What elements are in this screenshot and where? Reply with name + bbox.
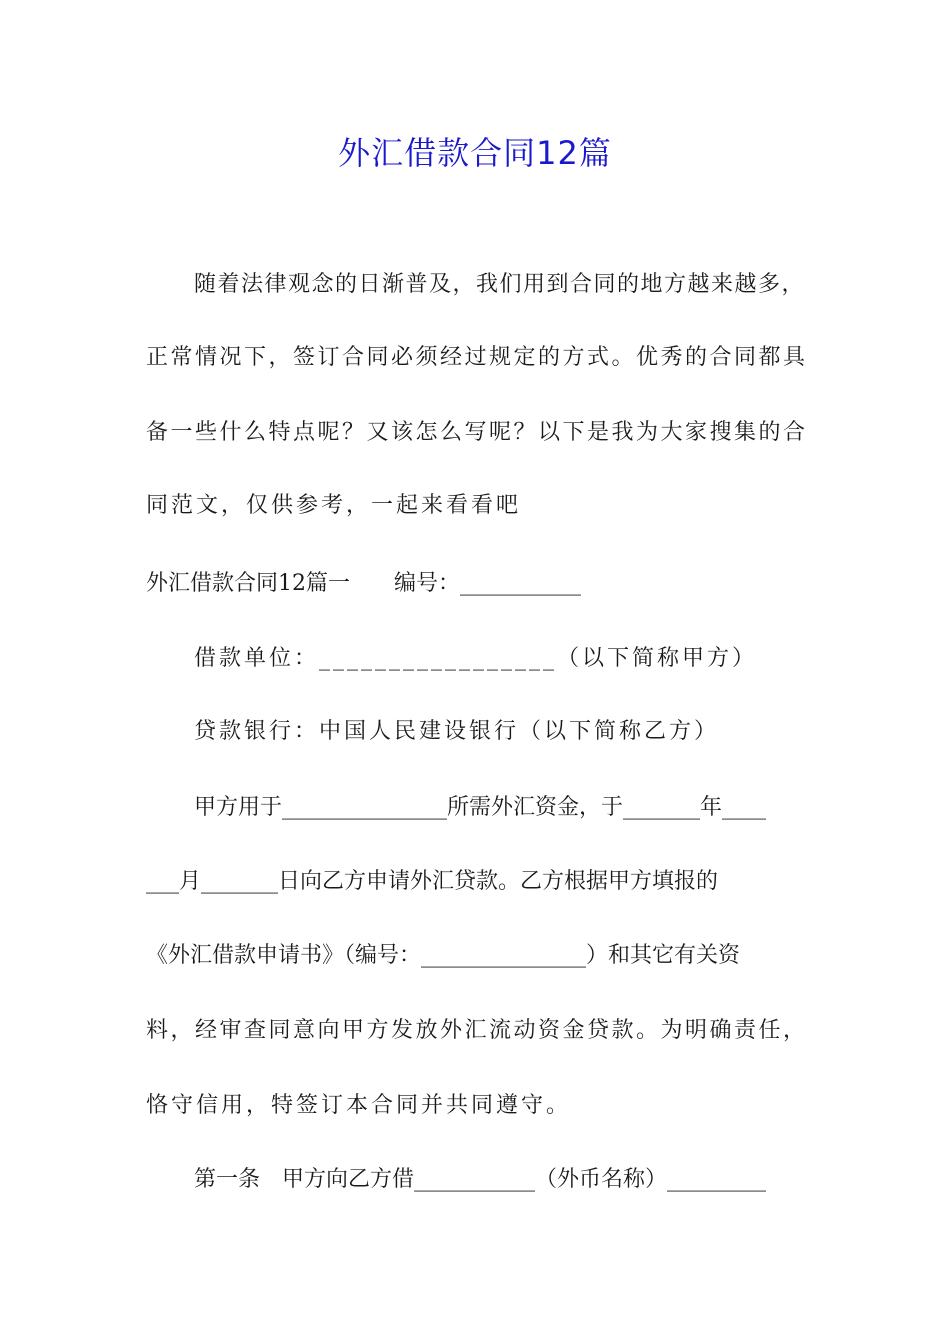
paragraph-line: 甲方用于_______________所需外汇资金，于_______年____ [194, 795, 767, 820]
paragraph-line: 借款单位：_________________（以下简称甲方） [194, 646, 758, 671]
paragraph-line: 恪守信用，特签订本合同并共同遵守。 [146, 1093, 572, 1118]
paragraph-line: 正常情况下，签订合同必须经过规定的方式。优秀的合同都具 [146, 345, 808, 370]
paragraph-line: 同范文，仅供参考，一起来看看吧 [146, 493, 522, 518]
paragraph-line: 随着法律观念的日渐普及，我们用到合同的地方越来越多， [194, 272, 806, 297]
paragraph-line: 贷款银行：中国人民建设银行（以下简称乙方） [194, 719, 720, 744]
section-heading-line: 外汇借款合同12篇一 编号：___________ [146, 571, 581, 596]
paragraph-line: 料，经审查同意向甲方发放外汇流动资金贷款。为明确责任， [146, 1018, 808, 1043]
paragraph-line: 备一些什么特点呢？又该怎么写呢？以下是我为大家搜集的合 [146, 420, 808, 445]
paragraph-line: ___月_______日向乙方申请外汇贷款。乙方根据甲方填报的 [146, 869, 719, 894]
paragraph-line: 《外汇借款申请书》（编号：_______________）和其它有关资 [146, 943, 741, 968]
clause-line: 第一条 甲方向乙方借___________（外币名称）_________ [194, 1167, 767, 1192]
document-title: 外汇借款合同12篇 [338, 134, 612, 172]
